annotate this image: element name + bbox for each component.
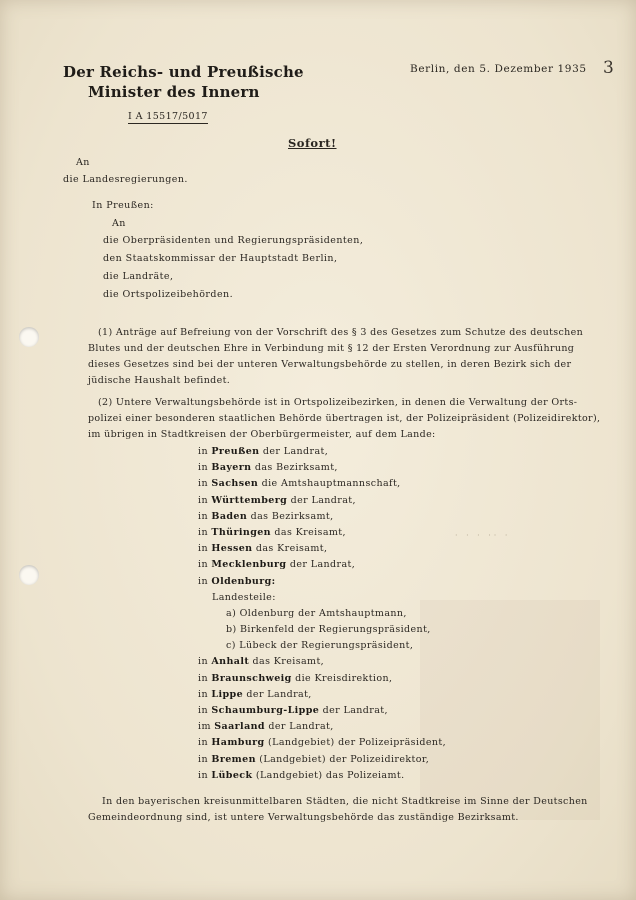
state-name: Bremen	[211, 753, 256, 765]
authority-entry	[198, 541, 446, 557]
authority-prefix: in	[198, 446, 212, 457]
authority-entry	[198, 735, 446, 751]
recipient-an: An	[76, 157, 90, 168]
authority-prefix: in	[198, 688, 212, 700]
paragraph-1-line: jüdische Haushalt befindet.	[88, 375, 231, 386]
faint-stamp-mark: · · · ·· ·	[455, 531, 511, 540]
closing-line: In den bayerischen kreisunmittelbaren Städten, die nicht Stadtkreise im Sinne der Deutschen	[102, 796, 588, 807]
authority-line-1: Der Reichs- und Preußische	[63, 63, 304, 81]
recipient-item: die Ortspolizeibehörden.	[103, 289, 234, 300]
authority-name: das Bezirksamt,	[251, 462, 338, 474]
recipient-an-2: An	[112, 218, 126, 229]
paragraph-1-line: (1) Anträge auf Befreiung von der Vorschrift des § 3 des Gesetzes zum Schutze des deutschen	[98, 327, 584, 338]
state-name: Württemberg	[211, 494, 288, 506]
recipient-item: die Oberpräsidenten und Regierungspräsidenten,	[103, 235, 364, 246]
authority-entry	[198, 654, 446, 670]
authority-prefix: im	[198, 721, 215, 733]
authority-entry	[198, 460, 446, 476]
punch-hole-bottom	[19, 565, 39, 585]
state-name: Braunschweig	[211, 672, 292, 684]
authority-entry	[198, 638, 446, 654]
authority-prefix: in	[198, 494, 212, 506]
state-name: Mecklenburg	[211, 559, 287, 571]
urgent-marker: Sofort!	[288, 136, 337, 150]
state-name: Anhalt	[211, 656, 250, 668]
authority-entry	[198, 687, 446, 703]
authority-prefix: in	[198, 462, 212, 474]
recipient-item: die Landräte,	[103, 271, 174, 282]
punch-hole-top	[19, 327, 39, 347]
authority-entry	[198, 622, 446, 638]
paragraph-2-line: (2) Untere Verwaltungsbehörde ist in Ortspolizeibezirken, in denen die Verwaltung der Orts-	[98, 397, 578, 408]
authority-name: der Landrat,	[243, 688, 312, 700]
authority-entry	[198, 444, 446, 460]
paragraph-1-line: dieses Gesetzes sind bei der unteren Verwaltungsbehörde zu stellen, in deren Bezirk sich der	[88, 359, 572, 370]
authority-entry	[198, 752, 446, 768]
closing-line: Gemeindeordnung sind, ist untere Verwaltungsbehörde das zuständige Bezirksamt.	[88, 812, 519, 823]
state-name: Saarland	[214, 721, 265, 733]
authority-prefix: in	[198, 478, 212, 490]
page-number: 3	[603, 58, 614, 78]
paragraph-1-line: Blutes und der deutschen Ehre in Verbindung mit § 12 der Ersten Verordnung zur Ausführung	[88, 343, 575, 354]
authority-name: (Landgebiet) das Polizeiamt.	[252, 769, 405, 781]
authority-name: (Landgebiet) der Polizeipräsident,	[264, 737, 447, 749]
state-name: Lippe	[211, 688, 244, 700]
recipient-prussia: In Preußen:	[92, 200, 154, 211]
paragraph-2-line: polizei einer besonderen staatlichen Behörde übertragen ist, der Polizeipräsident (Polizeidirektor),	[88, 413, 601, 424]
authority-prefix: in	[198, 510, 212, 522]
authority-prefix: in	[198, 559, 212, 571]
authority-entry	[198, 557, 446, 573]
document-date: Berlin, den 5. Dezember 1935	[410, 63, 587, 75]
authority-entry	[198, 574, 446, 590]
authority-list	[198, 444, 446, 784]
authority-name: a) Oldenburg der Amtshauptmann,	[226, 607, 407, 619]
authority-name: Landesteile:	[212, 591, 276, 603]
state-name: Hamburg	[211, 737, 265, 749]
authority-prefix: in	[198, 753, 212, 765]
authority-name: der Landrat,	[259, 446, 329, 457]
authority-entry	[198, 525, 446, 541]
recipient-main: die Landesregierungen.	[63, 174, 188, 185]
state-name: Preußen	[211, 446, 260, 457]
bleed-through-shadow	[420, 600, 600, 820]
authority-name: der Landrat,	[264, 721, 334, 733]
authority-name: (Landgebiet) der Polizeidirektor,	[255, 753, 430, 765]
authority-entry	[198, 606, 446, 622]
state-name: Sachsen	[211, 478, 259, 490]
authority-entry	[198, 768, 446, 784]
state-name: Baden	[211, 510, 248, 522]
authority-name: das Kreisamt,	[271, 526, 346, 538]
authority-name: der Landrat,	[287, 494, 356, 506]
state-name: Oldenburg:	[211, 575, 276, 587]
authority-name: der Landrat,	[319, 705, 388, 716]
authority-name: b) Birkenfeld der Regierungspräsident,	[226, 624, 431, 636]
authority-prefix: in	[198, 656, 212, 668]
authority-prefix: in	[198, 543, 212, 555]
authority-name: das Bezirksamt,	[247, 510, 334, 522]
authority-name: das Kreisamt,	[252, 543, 328, 555]
authority-name: die Kreisdirektion,	[291, 672, 393, 684]
authority-entry	[198, 671, 446, 687]
authority-prefix: in	[198, 672, 212, 684]
authority-entry	[198, 476, 446, 492]
paragraph-2-line: im übrigen in Stadtkreisen der Oberbürgermeister, auf dem Lande:	[88, 429, 436, 440]
state-name: Lübeck	[211, 769, 253, 781]
authority-prefix: in	[198, 737, 212, 749]
authority-entry	[198, 493, 446, 509]
authority-name: der Landrat,	[286, 559, 356, 571]
state-name: Thüringen	[211, 526, 271, 538]
recipient-item: den Staatskommissar der Hauptstadt Berlin,	[103, 253, 338, 264]
authority-entry	[198, 590, 446, 606]
issuing-authority	[63, 62, 304, 102]
state-name: Schaumburg-Lippe	[211, 705, 320, 716]
authority-entry	[198, 509, 446, 525]
authority-name: das Kreisamt,	[249, 656, 325, 668]
state-name: Hessen	[211, 543, 253, 555]
authority-name: c) Lübeck der Regierungspräsident,	[226, 640, 414, 652]
authority-prefix: in	[198, 705, 212, 716]
authority-prefix: in	[198, 526, 212, 538]
reference-number: I A 15517/5017	[128, 111, 208, 122]
authority-prefix: in	[198, 769, 212, 781]
authority-entry	[198, 703, 446, 719]
state-name: Bayern	[211, 462, 252, 474]
authority-entry	[198, 719, 446, 735]
authority-prefix: in	[198, 575, 212, 587]
authority-line-2: Minister des Innern	[88, 83, 260, 101]
authority-name: die Amtshauptmannschaft,	[258, 478, 401, 490]
